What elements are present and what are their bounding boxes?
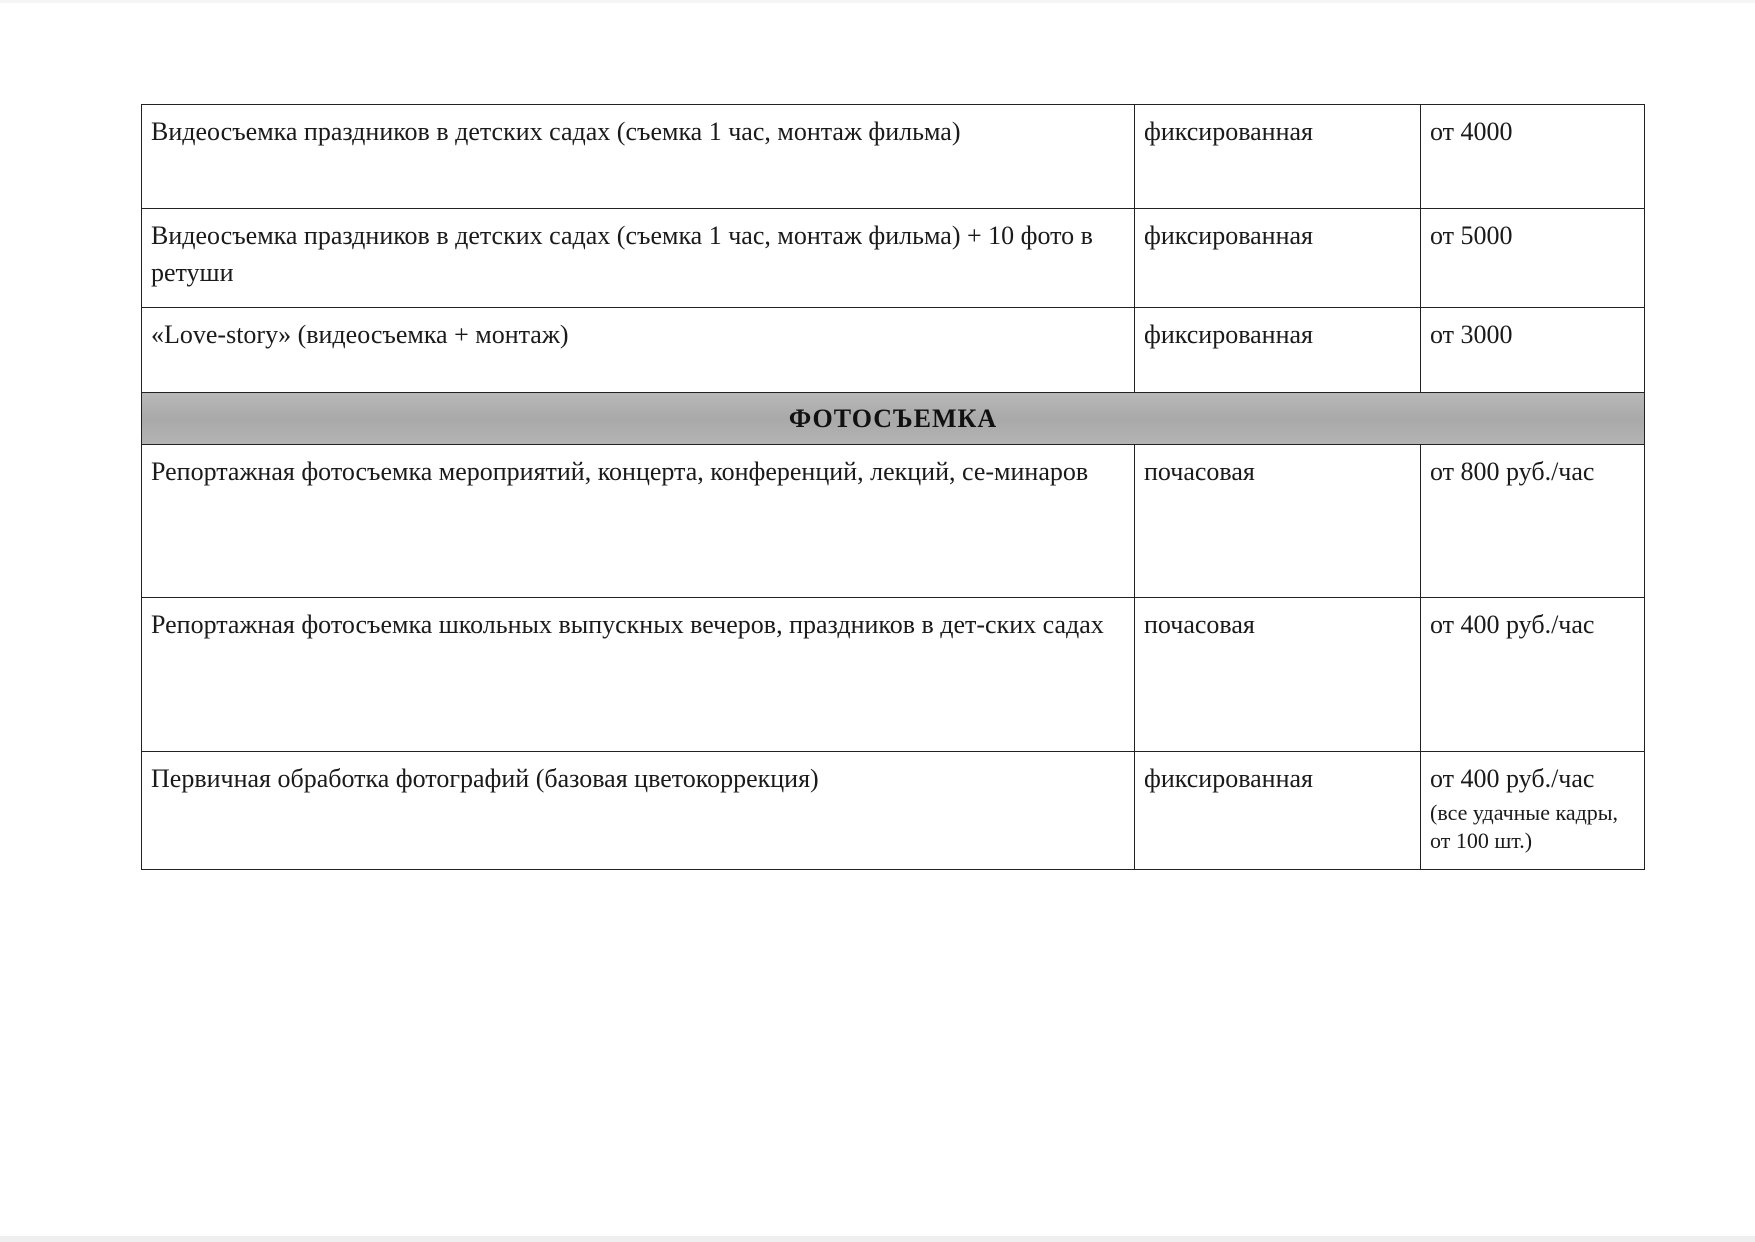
pricing-type-cell: почасовая [1135,598,1421,752]
table-row [142,105,1645,209]
table-row [142,598,1645,752]
table-row [142,209,1645,308]
table-row [142,308,1645,393]
section-header-row [142,393,1645,445]
pricing-type-cell: фиксированная [1135,308,1421,393]
price-value: от 400 руб./час [1430,764,1595,793]
pricing-type-cell: фиксированная [1135,752,1421,870]
price-cell: от 800 руб./час [1421,445,1645,598]
pricing-type-cell: почасовая [1135,445,1421,598]
service-cell: Репортажная фотосъемка школьных выпускных вечеров, праздников в дет-ских садах [142,598,1135,752]
service-cell: «Love-story» (видеосъемка + монтаж) [142,308,1135,393]
pricing-type-cell: фиксированная [1135,105,1421,209]
price-cell: от 5000 [1421,209,1645,308]
service-cell: Первичная обработка фотографий (базовая цветокоррекция) [142,752,1135,870]
scan-edge-bottom [0,1236,1755,1242]
price-table [141,104,1645,870]
pricing-type-cell: фиксированная [1135,209,1421,308]
table-row [142,752,1645,870]
price-cell: от 400 руб./час [1421,598,1645,752]
service-cell: Видеосъемка праздников в детских садах (съемка 1 час, монтаж фильма) [142,105,1135,209]
service-cell: Репортажная фотосъемка мероприятий, концерта, конференций, лекций, се-минаров [142,445,1135,598]
price-note: (все удачные кадры, от 100 шт.) [1430,800,1619,853]
price-cell: от 3000 [1421,308,1645,393]
price-cell [1421,752,1645,870]
table-row [142,445,1645,598]
price-cell: от 4000 [1421,105,1645,209]
scan-edge-top [0,0,1755,3]
service-cell: Видеосъемка праздников в детских садах (съемка 1 час, монтаж фильма) + 10 фото в ретуши [142,209,1135,308]
section-title: ФОТОСЪЕМКА [142,393,1645,445]
